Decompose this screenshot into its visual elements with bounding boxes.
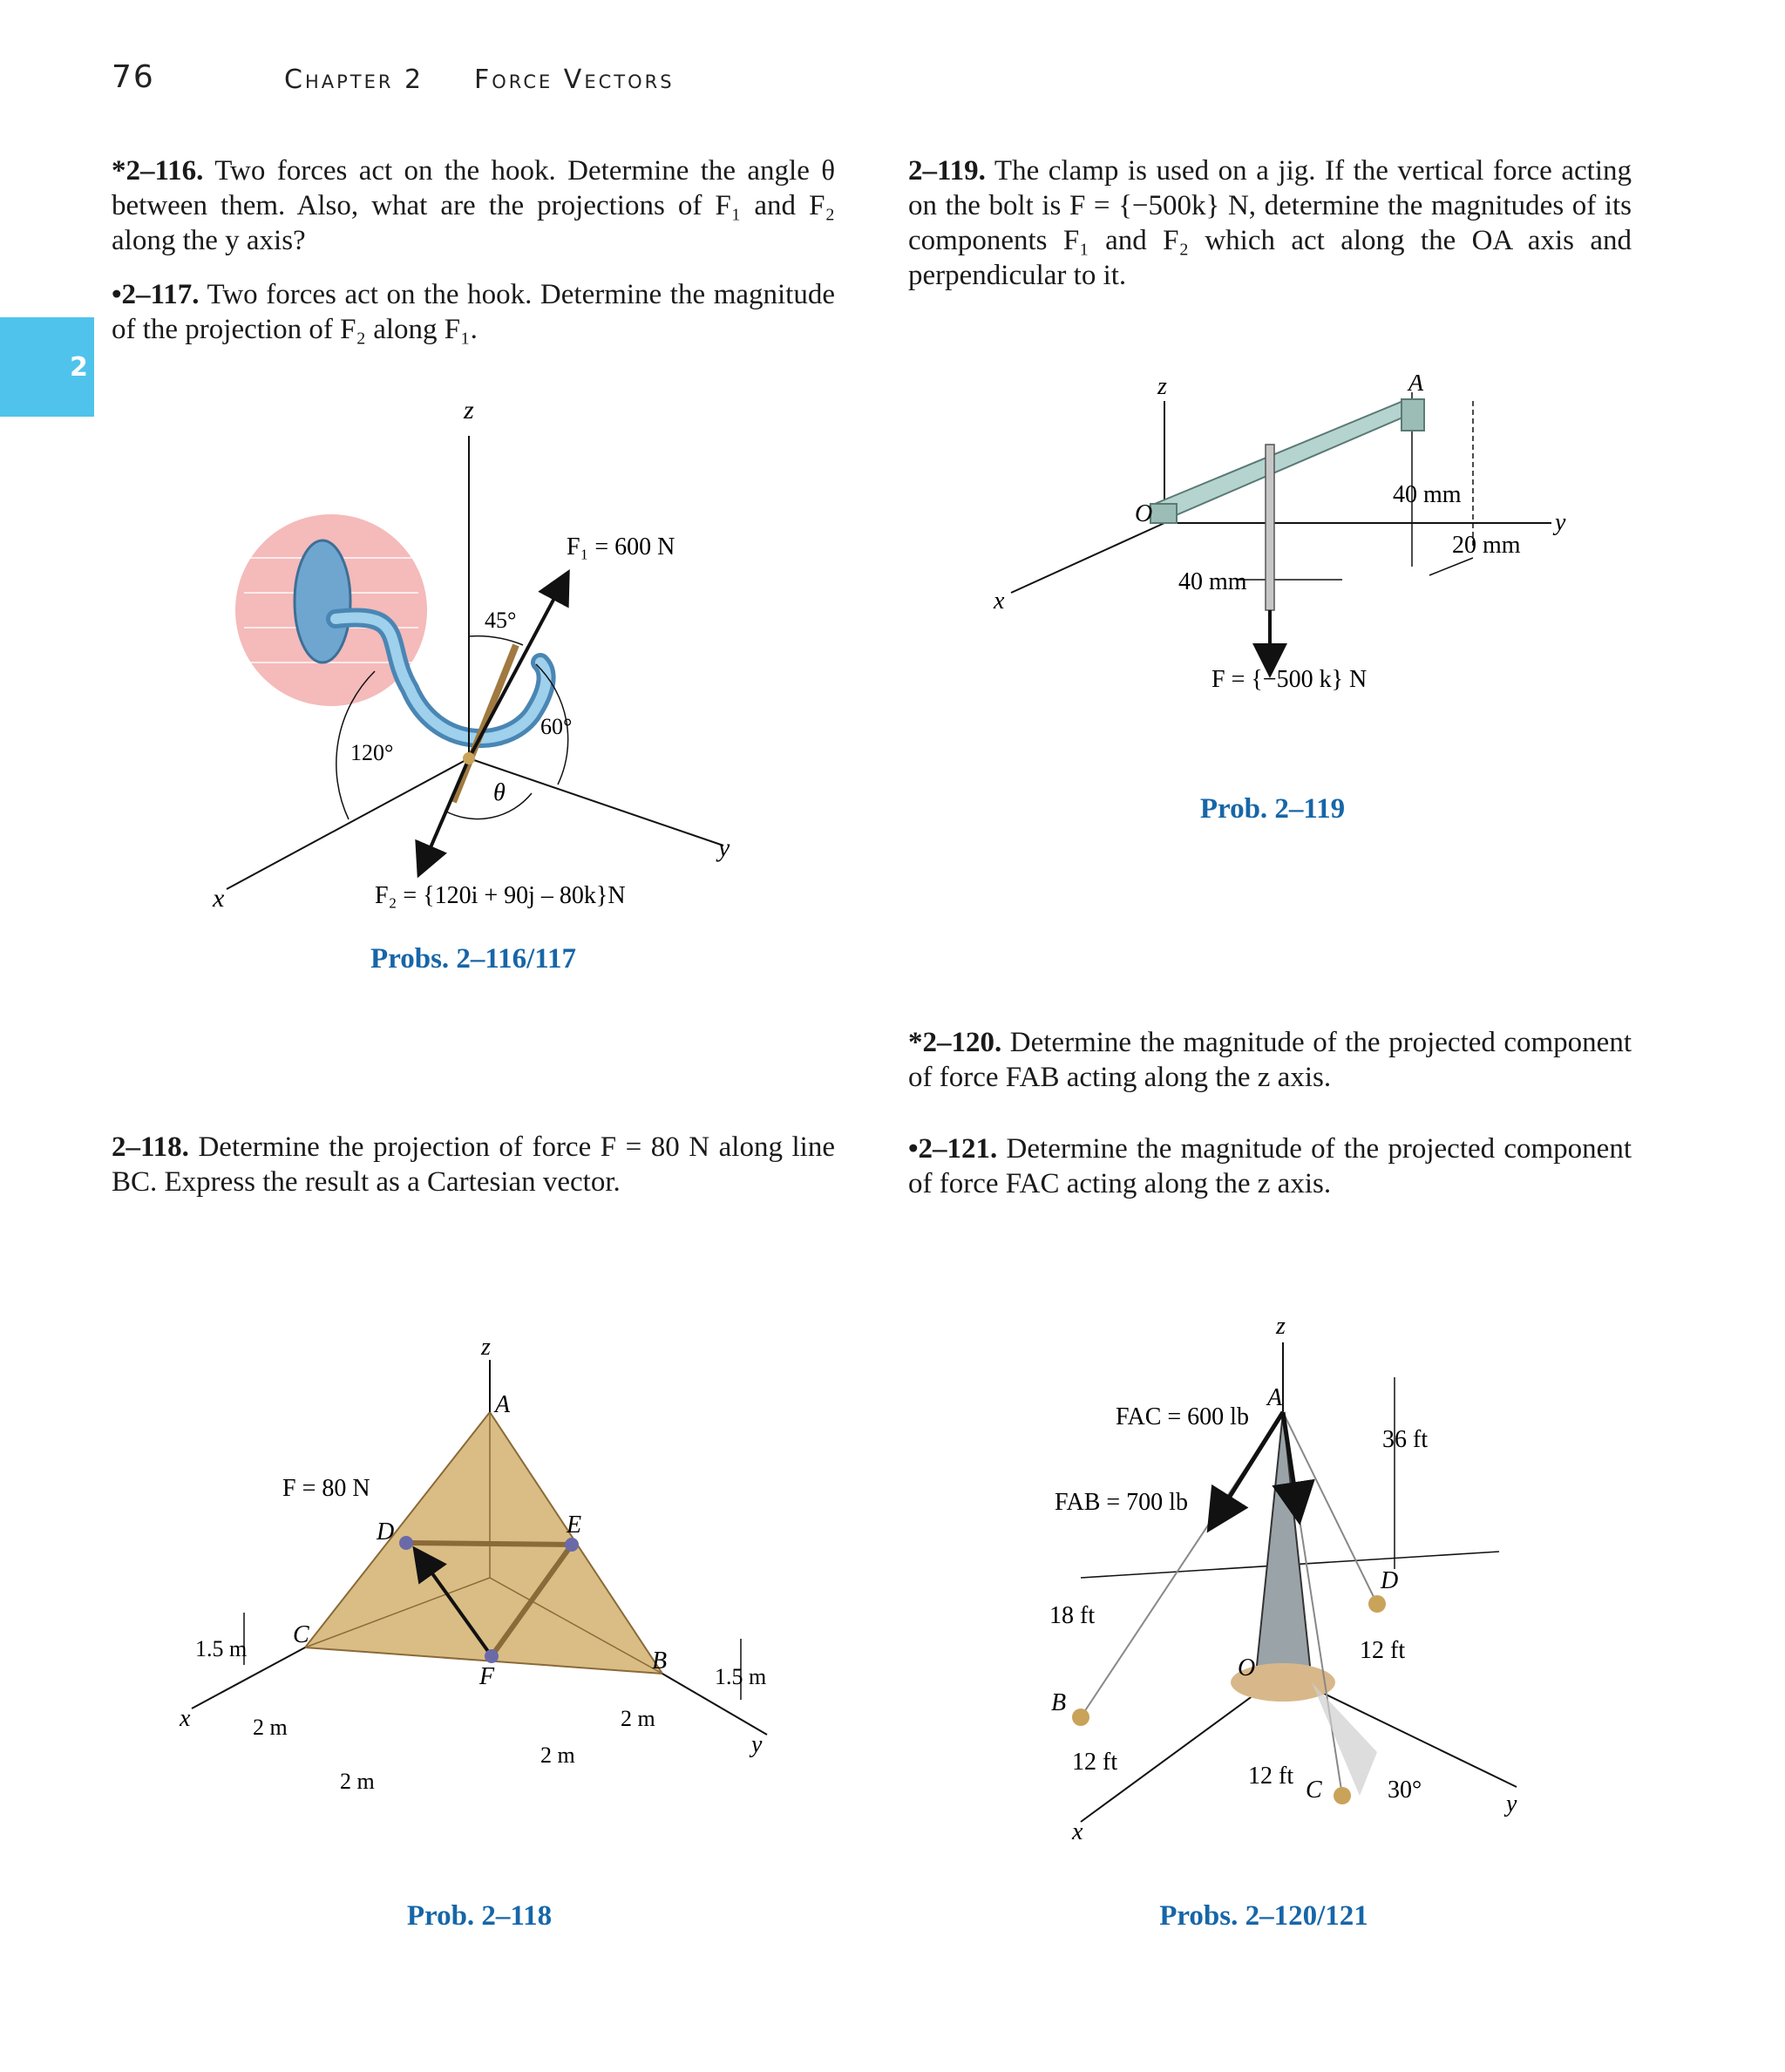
- label-y: y: [1506, 1790, 1517, 1817]
- label-20mm: 20 mm: [1452, 532, 1521, 559]
- label-x: x: [213, 884, 225, 913]
- label-fab: FAB = 700 lb: [1055, 1489, 1188, 1516]
- caption-2-116: Probs. 2–116/117: [370, 943, 576, 975]
- label-force: F = 80 N: [282, 1475, 370, 1502]
- label-angle-45: 45°: [485, 608, 517, 633]
- problem-number: *2–116.: [112, 155, 204, 187]
- label-z: z: [1276, 1313, 1286, 1340]
- label-12ft-y: 12 ft: [1248, 1763, 1294, 1790]
- label-x: x: [180, 1705, 191, 1732]
- problem-number: •2–121.: [908, 1133, 998, 1165]
- label-a: A: [1267, 1384, 1283, 1411]
- force-f2-arrow: [420, 758, 469, 872]
- label-d: D: [1381, 1567, 1399, 1594]
- chapter-title: Force Vectors: [474, 65, 675, 95]
- label-36ft: 36 ft: [1382, 1426, 1429, 1453]
- label-x: x: [1072, 1818, 1083, 1845]
- caption-2-118: Prob. 2–118: [406, 1900, 553, 1932]
- problem-text: Two forces act on the hook. Determine the angle θ between them. Also, what are the projections of F₁ and F₂ along the y axis?: [112, 155, 836, 256]
- label-18ft: 18 ft: [1049, 1602, 1096, 1629]
- cable-de: [410, 1543, 572, 1545]
- problem-2-117: [112, 277, 835, 347]
- problem-2-121: [908, 1131, 1632, 1201]
- label-o: O: [1238, 1654, 1256, 1681]
- chapter-label: Chapter 2: [284, 65, 424, 95]
- wall-plate: [295, 540, 350, 662]
- problem-2-118: [112, 1130, 835, 1199]
- label-y: y: [751, 1731, 763, 1758]
- label-y: y: [1555, 509, 1566, 536]
- label-a: A: [495, 1391, 511, 1418]
- x-axis: [227, 758, 469, 889]
- problem-text: Determine the magnitude of the projected component of force FAB acting along the z axis.: [908, 1027, 1632, 1093]
- label-d: D: [377, 1518, 395, 1546]
- label-theta: θ: [493, 779, 506, 806]
- clamp-arm: [1150, 401, 1421, 519]
- label-c: C: [1306, 1776, 1322, 1804]
- label-12ft-d: 12 ft: [1360, 1637, 1406, 1664]
- label-y: y: [718, 833, 730, 862]
- label-angle-60: 60°: [540, 714, 573, 739]
- chapter-tab: [0, 317, 94, 417]
- figure-tower: [1011, 1308, 1534, 1865]
- label-1-5m-left: 1.5 m: [195, 1636, 248, 1661]
- chapter-tab-label: 2: [70, 352, 88, 383]
- label-2m-b: 2 m: [340, 1769, 375, 1794]
- caption-2-120: Probs. 2–120/121: [1159, 1900, 1368, 1932]
- label-x: x: [994, 588, 1005, 615]
- label-f: F: [479, 1663, 495, 1690]
- label-f1: F₁ = 600 N: [567, 533, 675, 560]
- page-header: [0, 56, 1785, 108]
- label-12ft-x: 12 ft: [1072, 1749, 1118, 1776]
- label-b: B: [1051, 1689, 1067, 1716]
- caption-2-119: Prob. 2–119: [1199, 793, 1346, 825]
- label-1-5m-right: 1.5 m: [715, 1664, 767, 1689]
- x-axis: [1011, 523, 1164, 593]
- label-e: E: [567, 1512, 582, 1539]
- problem-text: Determine the projection of force F = 80 N along line BC. Express the result as a Cartesian vector.: [112, 1131, 835, 1198]
- label-angle-120: 120°: [350, 740, 394, 765]
- label-b: B: [652, 1647, 668, 1675]
- label-fac: FAC = 600 lb: [1116, 1403, 1249, 1430]
- label-c: C: [293, 1621, 309, 1648]
- label-40mm-horizontal: 40 mm: [1178, 568, 1247, 595]
- label-force: F = {−500 k} N: [1211, 666, 1368, 693]
- problem-text: The clamp is used on a jig. If the vertical force acting on the bolt is F = {−500k} N, determine the magnitudes of its components F₁ and F₂ which act along the OA axis and perpendicular to it.: [908, 155, 1632, 291]
- problem-text: Determine the magnitude of the projected component of force FAC acting along the z axis.: [908, 1133, 1632, 1199]
- label-2m-c: 2 m: [540, 1743, 575, 1768]
- label-z: z: [464, 396, 474, 425]
- problem-2-116: [112, 153, 835, 258]
- label-f2: F₂ = {120i + 90j – 80k}N: [375, 882, 626, 909]
- page-number: 76: [112, 59, 155, 95]
- problem-number: 2–118.: [112, 1131, 189, 1163]
- label-z: z: [1157, 375, 1167, 400]
- problem-number: •2–117.: [112, 279, 200, 310]
- label-2m-d: 2 m: [621, 1706, 655, 1731]
- figure-clamp: [976, 375, 1586, 706]
- bolt: [1266, 445, 1274, 610]
- figure-hook: [192, 384, 819, 924]
- problem-number: 2–119.: [908, 155, 986, 187]
- problem-text: Two forces act on the hook. Determine the magnitude of the projection of F₂ along F₁.: [112, 279, 836, 345]
- label-angle-30: 30°: [1388, 1776, 1422, 1804]
- label-2m-a: 2 m: [253, 1715, 288, 1740]
- label-o: O: [1135, 500, 1153, 527]
- problem-2-120: [908, 1025, 1632, 1095]
- problem-number: *2–120.: [908, 1027, 1002, 1058]
- label-z: z: [481, 1334, 491, 1361]
- label-a: A: [1408, 375, 1424, 397]
- y-axis: [469, 758, 723, 846]
- figure-plate: [174, 1325, 819, 1813]
- label-40mm-vertical: 40 mm: [1393, 481, 1462, 508]
- problem-2-119: [908, 153, 1632, 293]
